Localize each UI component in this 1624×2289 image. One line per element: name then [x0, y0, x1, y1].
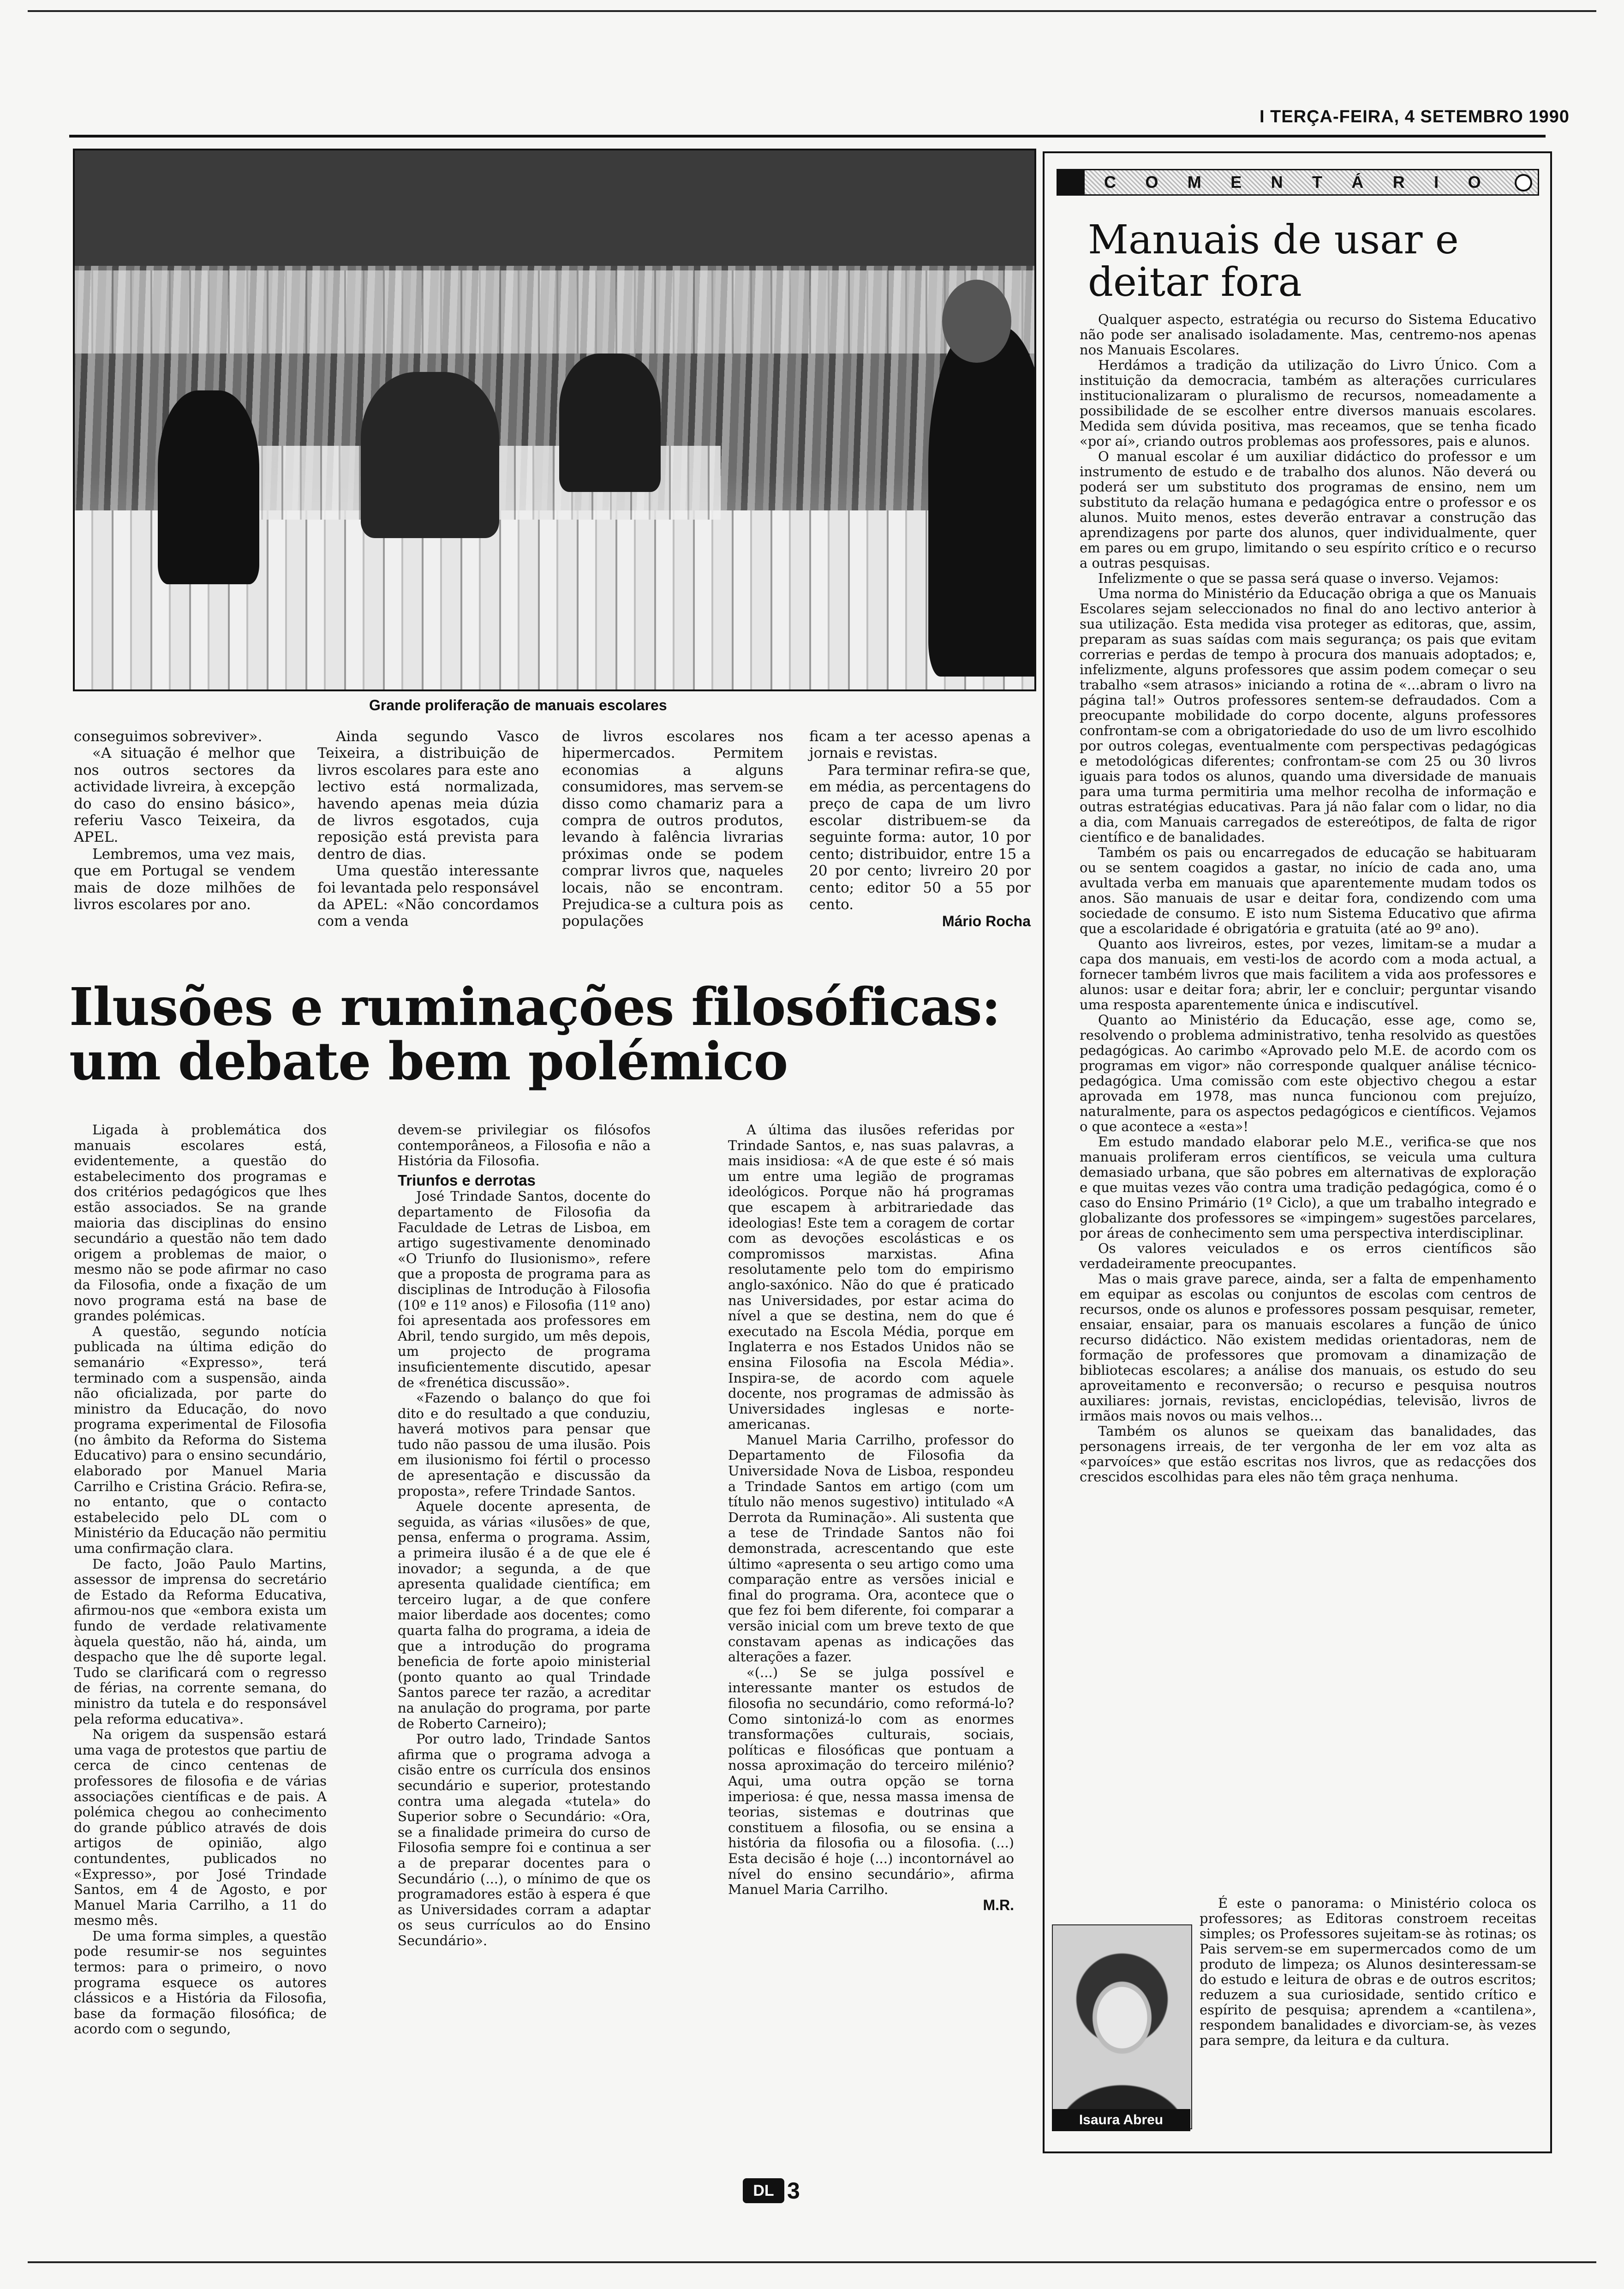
band-letter: N [1271, 173, 1283, 192]
headline: Ilusões e ruminações filosóficas: um debate bem polémico [69, 977, 1000, 1092]
byline-mr: M.R. [983, 1896, 1014, 1913]
paragraph: José Trindade Santos, docente do departamento de Filosofia da Faculdade de Letras de Lisboa, em artigo sugestivamente denominado «O Triunfo do Ilusionismo», refere que a proposta de programa para as disciplinas de Introdução à Filosofia (10º e 11º anos) e Filosofia (11º ano) foi apresentada aos professores em Abril, tendo surgido, um mês depois, um projecto de programa insuficientemente discutido, apesar de «frenética discussão». [398, 1188, 651, 1390]
paragraph: Os valores veiculados e os erros científicos são verdadeiramente preocupantes. [1080, 1240, 1536, 1271]
paragraph: Lembremos, uma vez mais, que em Portugal se vendem mais de doze milhões de livros escolares por ano. [74, 845, 295, 913]
band-block [1058, 170, 1085, 194]
band-letter: Á [1351, 173, 1364, 192]
paragraph: «A situação é melhor que nos outros sectores da actividade livreira, à excepção do caso do ensino básico», referiu Vasco Teixeira, da APEL. [74, 745, 295, 846]
paragraph: Para terminar refira-se que, em média, as percentagens do preço de capa de um livro escolar distribuem-se da seguinte forma: autor, 10 por cento; distribuidor, entre 15 a 20 por cento; livreiro 20 por cento; editor 50 a 55 por cento. [809, 761, 1031, 913]
paragraph: Qualquer aspecto, estratégia ou recurso do Sistema Educativo não pode ser analisado isoladamente. Mas, centremo-nos apenas nos Manuais Escolares. [1080, 312, 1536, 358]
top-rule [28, 10, 1596, 12]
paragraph: Mas o mais grave parece, ainda, ser a falta de empenhamento em equipar as escolas ou conjuntos de escolas com centros de recursos, onde os alunos e professores possam pesquisar, remeter, ensaiar, ensaiar, para os manuais escolares a função de único recurso didáctico. Não existem medidas orientadoras, nem de formação de professores que promovam a dinamização de bibliotecas escolares; a análise dos manuais, os estudo do seu aproveitamento e reconversão; o recurso e pesquisa noutros auxiliares: jornais, revistas, enciclopédias, televisão, livros de irmãos mais novos ou mais velhos... [1080, 1271, 1536, 1424]
paragraph: ficam a ter acesso apenas a jornais e revistas. [809, 728, 1031, 762]
paragraph: O manual escolar é um auxiliar didáctico do professor e um instrumento de estudo e de trabalho dos alunos. Não deverá ou poderá ser um substituto dos programas de ensino, nem um substituto da relação humana e pedagógica entre o professor e os alunos. Muito menos, estes deverão entravar a construção das aprendizagens por parte dos alunos, quer individualmente, quer em pares ou em grupo, limitando o seu espírito crítico e o recurso a outras pesquisas. [1080, 449, 1536, 571]
band-circle-icon [1515, 174, 1532, 192]
paragraph: Quanto ao Ministério da Educação, esse age, como se, resolvendo o problema administrativo, tenha resolvido as questões pedagógicas. Ao carimbo «Aprovado pelo M.E. de acordo com os programas em vigor» não corresponde qualquer análise técnico-pedagógica. Uma comissão com este objectivo chegou a estar aprovada em 1978, mas nunca funcionou com prejuízo, naturalmente, para os aspectos pedagógicos e científicos. Vejamos o que acontece a «esta»! [1080, 1012, 1536, 1134]
page-number: 3 [787, 2178, 800, 2204]
story1-column-4 [809, 728, 1031, 930]
author-name: Isaura Abreu [1052, 2109, 1190, 2131]
band-letter: C [1104, 173, 1116, 192]
story1-column-1 [74, 728, 295, 913]
paragraph: Em estudo mandado elaborar pelo M.E., verifica-se que nos manuais proliferam erros científicos, se veicula uma cultura demasiado urbana, que são pobres em alternativas de exploração e que muitas vezes vão contra uma tradição pedagógica, como é o caso do Ensino Primário (1º Ciclo), a que um trabalho integrado e globalizante dos professores se «impingem» sugestões parcelares, por áreas de conhecimento sem uma perspectiva interdisciplinar. [1080, 1134, 1536, 1241]
bookstore-photo [73, 149, 1036, 691]
paragraph: Também os pais ou encarregados de educação se habituaram ou se sentem coagidos a gastar, no início de cada ano, uma avultada verba em manuais que aparentemente mudam todos os anos. São manuais de usar e deitar fora, condizendo com uma sociedade de consumo. E isto num Sistema Educativo que afirma que a escolaridade é obrigatória e gratuita (até ao 9º ano). [1080, 845, 1536, 936]
commentary-label [1104, 173, 1528, 192]
paragraph: Quanto aos livreiros, estes, por vezes, limitam-se a mudar a capa dos manuais, em vesti-los de acordo com a moda actual, a fornecer também livros que mais facilitem a vida aos professores e alunos: usar e deitar fora; abrir, ler e concluir; perguntar visando uma resposta aparentemente única e indiscutível. [1080, 936, 1536, 1013]
photo-caption: Grande proliferação de manuais escolares [369, 697, 667, 713]
paragraph: Infelizmente o que se passa será quase o inverso. Vejamos: [1098, 570, 1499, 586]
byline-mario-rocha: Mário Rocha [942, 913, 1031, 930]
author-portrait [1052, 1924, 1192, 2129]
paragraph: É este o panorama: o Ministério coloca os professores; as Editoras constroem receitas simples; os Professores sujeitam-se às rotinas; os Pais servem-se em supermercados como de um produto de limpeza; os Alunos desinteressam-se do estudo e leitura de obras e de outros escritos; reduzem a sua curiosidade, sentido crítico e espírito de pesquisa; aprendem a «cantilena», respondem banalidades e divorciam-se, às vezes para sempre, da leitura e da cultura. [1200, 1895, 1536, 2048]
paragraph: «Fazendo o balanço do que foi dito e do resultado a que conduziu, haverá motivos para pensar que tudo não passou de uma ilusão. Pois em ilusionismo foi fértil o processo de apresentação e discussão da proposta», refere Trindade Santos. [398, 1390, 651, 1499]
commentary-title: Manuais de usar e deitar fora [1088, 217, 1459, 306]
band-letter: M [1187, 173, 1201, 192]
paragraph: Na origem da suspensão estará uma vaga de protestos que partiu de cerca de cinco centenas de professores de filosofia e de várias associações científicas e de pais. A polémica chegou ao conhecimento do grande público através de dois artigos de opinião, algo contundentes, publicados no «Expresso», por José Trindade Santos, em 4 de Agosto, e por Manuel Maria Carrilho, a 11 do mesmo mês. [74, 1726, 327, 1929]
story1-column-3 [562, 728, 783, 930]
paragraph: Uma questão interessante foi levantada pelo responsável da APEL: «Não concordamos com a venda [317, 863, 539, 930]
paragraph: «(...) Se se julga possível e interessante manter os estudos de filosofia no secundário, como reformá-lo? Como sintonizá-lo com as enormes transformações culturais, sociais, políticas e filosóficas que pontuam a nossa aproximação do terceiro milénio? Aqui, uma outra opção se torna imperiosa: é que, nessa massa imensa de teorias, sistemas e doutrinas que constituem a filosofia, ou se ensina a história da filosofia ou a filosofia. (...) Esta decisão é hoje (...) incontornável ao nível do ensino secundário», afirma Manuel Maria Carrilho. [728, 1664, 1014, 1898]
story1-column-2 [317, 728, 539, 930]
paragraph: conseguimos sobreviver». [74, 728, 263, 745]
band-letter: T [1312, 173, 1322, 192]
dl-logo: DL [743, 2178, 784, 2203]
paragraph: De uma forma simples, a questão pode resumir-se nos seguintes termos: para o primeiro, o novo programa esquece os autores clássicos e a História da Filosofia, base da formação filosófica; de acordo com o segundo, [74, 1928, 327, 2037]
paragraph: Por outro lado, Trindade Santos afirma que o programa advoga a cisão entre os currícula dos ensinos secundário e superior, protestando contra uma alegada «tutela» do Superior sobre o Secundário: «Ora, se a finalidade primeira do curso de Filosofia sempre foi e continua a ser a de preparar docentes para o Secundário (...), o mínimo de que os programadores estão à espera é que as Universidades corram a adaptar os seus currículos ao do Ensino Secundário». [398, 1731, 651, 1948]
band-letter: O [1468, 173, 1481, 192]
page-footer [743, 2177, 800, 2204]
paragraph: Aquele docente apresenta, de seguida, as várias «ilusões» de que, pensa, enferma o programa. Assim, a primeira ilusão é a de que ele é inovador; a segunda, a de que apresenta qualidade científica; em terceiro lugar, a de que confere maior liberdade aos docentes; como quarta falha do programa, a ideia de que a introdução do programa beneficia de forte apoio ministerial (ponto quanto ao qual Trindade Santos parece ter razão, a acreditar na anulação do programa, por parte de Roberto Carneiro); [398, 1498, 651, 1732]
commentary-band [1057, 169, 1539, 196]
paragraph: A última das ilusões referidas por Trindade Santos, e, nas suas palavras, a mais insidiosa: «A de que este é só mais um entre uma legião de programas ideológicos. Porque não há programas que escapem à arbitrariedade das ideologias! Este tem a coragem de cortar com as devoções escolásticas e os compromissos marxistas. Afina resolutamente pelo tom do empirismo anglo-saxónico. Não do que é praticado nas Universidades, por estar acima do nível a que se destina, nem do que é executado na Escola Média, porque em Inglaterra e nos Estados Unidos não se ensina Filosofia na Escola Média». Inspira-se, de acordo com aquele docente, nos programas de admissão às Universidades inglesas e norte-americanas. [728, 1122, 1014, 1432]
band-letter: I [1434, 173, 1439, 192]
paragraph: De facto, João Paulo Martins, assessor de imprensa do secretário de Estado da Reforma Educativa, afirmou-nos que «embora exista um fundo de verdade relativamente àquela questão, não há, ainda, um despacho que lhe dê suporte legal. Tudo se clarificará com o regresso de férias, na corrente semana, do ministro da tutela e do responsável pela reforma educativa». [74, 1556, 327, 1727]
band-letter: R [1392, 173, 1405, 192]
story2-column-2 [398, 1122, 651, 1948]
paragraph: Ainda segundo Vasco Teixeira, a distribuição de livros escolares para este ano lectivo está normalizada, havendo apenas meia dúzia de livros esgotados, cuja reposição está prevista para dentro de dias. [317, 728, 539, 863]
paragraph: Uma norma do Ministério da Educação obriga a que os Manuais Escolares sejam seleccionados no final do ano lectivo anterior à sua utilização. Esta medida visa proteger as editoras, que, assim, preparam as suas saídas com mais segurança; os pais que evitam correrias e perdas de tempo à procura dos manuais adoptados; e, infelizmente, alguns professores que assim podem começar o seu trabalho «sem atrasos» iniciando a rotina de «...abram o livro na página tal!» Outros professores sentem-se defraudados. Com a preocupante mobilidade do corpo docente, alguns professores confrontam-se com a obrigatoriedade do uso de um livro escolhido por outros colegas, eventualmente com perspectivas pedagógicas e metodológicas diferentes; confrontam-se com 25 ou 30 livros iguais para todos os alunos, quando uma diversidade de manuais para uma turma permitiria uma melhor recolha de informação e outras estratégias educativas. Para já não falar com o lidar, no dia a dia, com Manuais carregados de estereótipos, de falta de rigor científico e de banalidades. [1080, 586, 1536, 845]
commentary-text-upper [1080, 312, 1536, 1485]
issue-date: I TERÇA-FEIRA, 4 SETEMBRO 1990 [1260, 107, 1570, 126]
subhead: Triunfos e derrotas [398, 1171, 536, 1189]
story2-column-1 [74, 1122, 327, 2037]
paragraph: devem-se privilegiar os filósofos contemporâneos, a Filosofia e não a História da Filosofia. [398, 1122, 651, 1169]
paragraph: Também os alunos se queixam das banalidades, das personagens irreais, de ter vergonha de ler em voz alta as «parvoíces» que estão escritas nos livros, que as redacções dos crescidos escolhidas para eles não têm graça nenhuma. [1080, 1423, 1536, 1485]
paragraph: Manuel Maria Carrilho, professor do Departamento de Filosofia da Universidade Nova de Lisboa, respondeu a Trindade Santos em artigo (com um título não menos sugestivo) intitulado «A Derrota da Ruminação». Ali sustenta que a tese de Trindade Santos não foi demonstrada, acrescentando que este último «apresenta o seu artigo como uma comparação entre as versões inicial e final do programa. Ora, acontece que o que fez foi bem diferente, foi comparar a versão inicial com um breve texto de que constavam apenas as indicações das alterações a fazer. [728, 1432, 1014, 1665]
band-letter: E [1230, 173, 1242, 192]
header-rule [69, 135, 1546, 138]
paragraph: Ligada à problemática dos manuais escolares está, evidentemente, a questão do estabelecimento dos programas e dos critérios pedagógicos que lhes estão associados. Se na grande maioria das disciplinas do ensino secundário a questão não tem dado origem a problemas de maior, o mesmo não se pode afirmar no caso da Filosofia, onde a fixação de um novo programa está na base de grandes polémicas. [74, 1122, 327, 1324]
band-letter: O [1145, 173, 1158, 192]
bottom-rule [28, 2261, 1596, 2263]
commentary-text-lower [1200, 1896, 1536, 2048]
paragraph: A questão, segundo notícia publicada na última edição do semanário «Expresso», terá terminado com a suspensão, ainda não oficializada, por parte do ministro da Educação, do novo programa experimental de Filosofia (no âmbito da Reforma do Sistema Educativo) para o ensino secundário, elaborado por Manuel Maria Carrilho e Cristina Grácio. Refira-se, no entanto, que o contacto estabelecido pelo DL com o Ministério da Educação não permitiu uma confirmação clara. [74, 1323, 327, 1557]
paragraph: Herdámos a tradição da utilização do Livro Único. Com a instituição da democracia, também as alterações curriculares institucionalizaram o pluralismo de recursos, nomeadamente a possibilidade de se escolher entre diversos manuais escolares. Medida sem dúvida positiva, mas receamos, que se tenha ficado «por aí», criando outros problemas aos professores, pais e alunos. [1080, 357, 1536, 449]
story2-column-3 [728, 1122, 1014, 1913]
paragraph: de livros escolares nos hipermercados. Permitem economias a alguns consumidores, mas servem-se disso como chamariz para a compra de outros produtos, levando à falência livrarias próximas onde se podem comprar livros que, naqueles locais, não se encontram. Prejudica-se a cultura pois as populações [562, 728, 783, 930]
